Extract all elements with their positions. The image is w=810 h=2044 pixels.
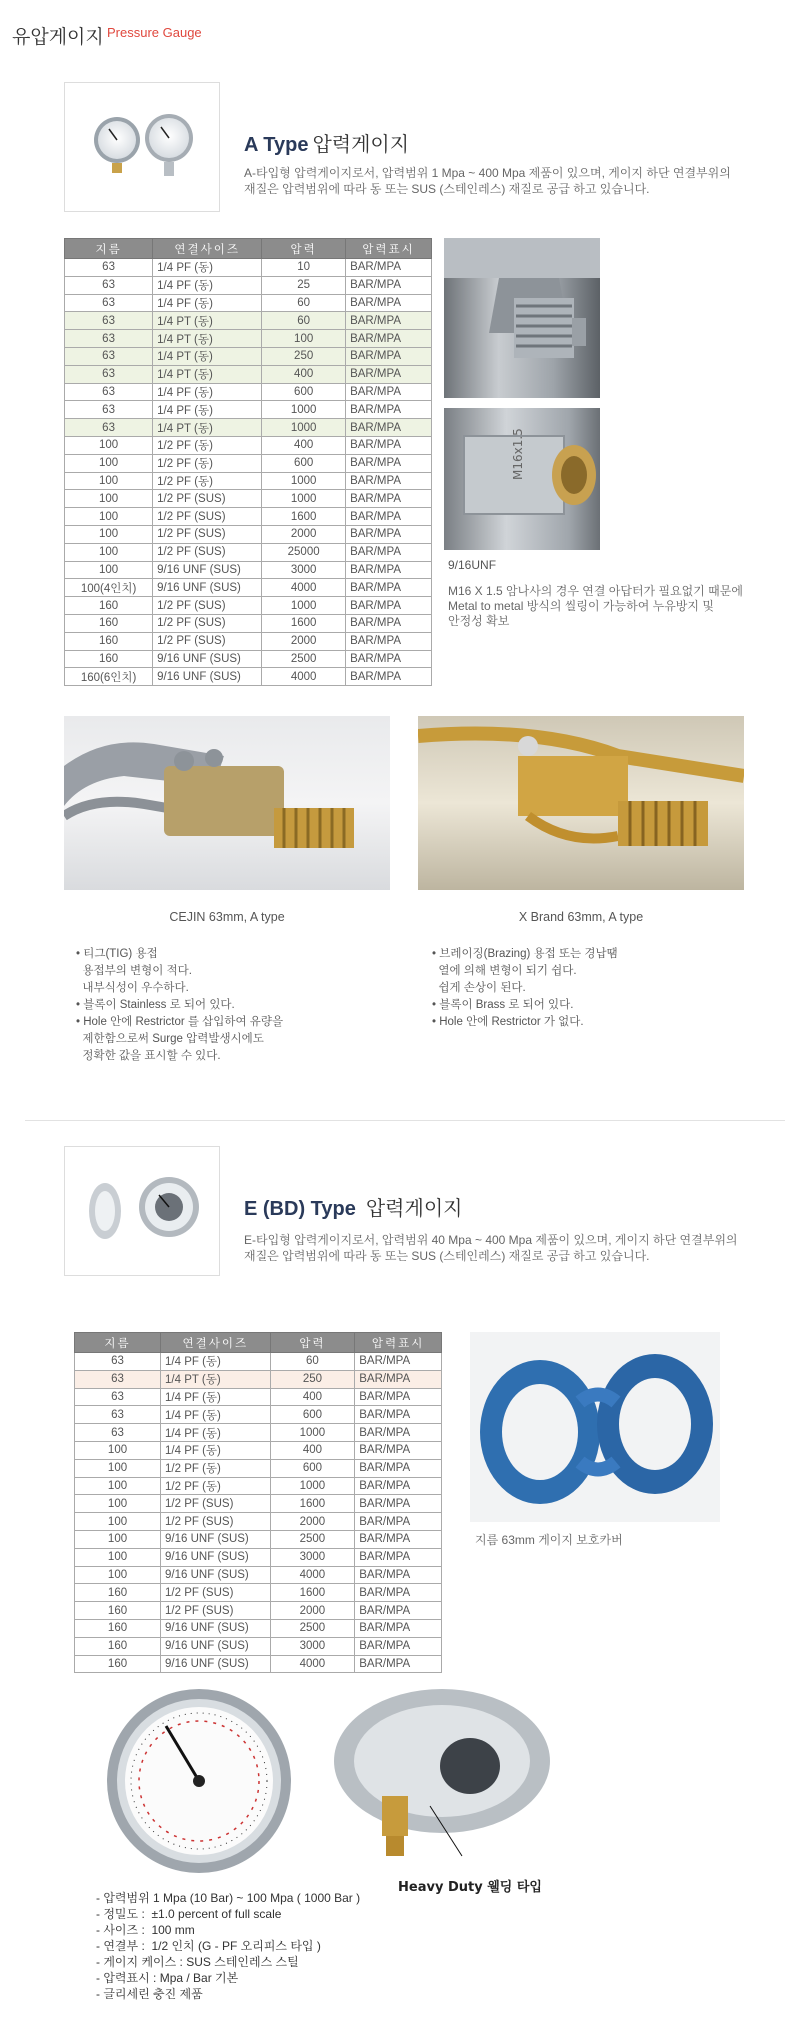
cell-connection: 1/4 PF (동) xyxy=(153,294,262,312)
cell-pressure: 250 xyxy=(262,347,346,365)
table-row xyxy=(75,1513,442,1531)
cell-connection: 1/4 PF (동) xyxy=(161,1424,271,1442)
cell-connection: 1/4 PT (동) xyxy=(153,365,262,383)
table-row xyxy=(75,1370,442,1388)
cell-diameter: 63 xyxy=(65,401,153,419)
cell-pressure: 1000 xyxy=(262,597,346,615)
cell-display: BAR/MPA xyxy=(355,1370,442,1388)
cejin-caption: CEJIN 63mm, A type xyxy=(169,910,285,924)
table-row xyxy=(75,1495,442,1513)
table-row xyxy=(65,490,432,508)
cell-diameter: 100 xyxy=(65,436,153,454)
cell-display: BAR/MPA xyxy=(346,330,432,348)
table-row xyxy=(65,614,432,632)
cell-diameter: 100 xyxy=(75,1477,161,1495)
cell-display: BAR/MPA xyxy=(346,490,432,508)
cell-diameter: 100 xyxy=(65,561,153,579)
cell-diameter: 160 xyxy=(65,614,153,632)
cell-display: BAR/MPA xyxy=(346,597,432,615)
cell-pressure: 4000 xyxy=(270,1566,355,1584)
cell-diameter: 63 xyxy=(65,312,153,330)
list-item: - 게이지 케이스 : SUS 스테인레스 스틸 xyxy=(96,1955,299,1969)
cell-pressure: 1000 xyxy=(262,401,346,419)
fitting-mark-text: M16x1.5 xyxy=(511,428,525,480)
a-type-description xyxy=(244,165,731,197)
cell-display: BAR/MPA xyxy=(346,365,432,383)
cell-connection: 1/2 PF (SUS) xyxy=(153,490,262,508)
a-type-title-ko: 압력게이지 xyxy=(312,134,410,156)
cover-caption: 지름 63mm 게이지 보호카버 xyxy=(475,1533,623,1547)
cell-diameter: 160 xyxy=(75,1584,161,1602)
cell-connection: 9/16 UNF (SUS) xyxy=(153,561,262,579)
cell-display: BAR/MPA xyxy=(355,1619,442,1637)
table-row xyxy=(65,454,432,472)
cell-pressure: 2500 xyxy=(270,1619,355,1637)
list-item: • 블록이 Stainless 로 되어 있다. xyxy=(76,999,235,1011)
cell-display: BAR/MPA xyxy=(355,1637,442,1655)
cell-pressure: 400 xyxy=(262,436,346,454)
cell-connection: 1/2 PF (SUS) xyxy=(153,525,262,543)
cell-diameter: 100(4인치) xyxy=(65,579,153,597)
cell-display: BAR/MPA xyxy=(355,1388,442,1406)
threaded-fitting-icon xyxy=(444,238,600,398)
table-row xyxy=(65,276,432,294)
cell-diameter: 100 xyxy=(75,1441,161,1459)
cell-connection: 1/2 PF (동) xyxy=(161,1477,271,1495)
cell-pressure: 3000 xyxy=(270,1548,355,1566)
cell-display: BAR/MPA xyxy=(355,1513,442,1531)
cell-pressure: 600 xyxy=(262,454,346,472)
cell-display: BAR/MPA xyxy=(355,1477,442,1495)
cell-connection: 1/2 PF (SUS) xyxy=(153,632,262,650)
cejin-feature-list xyxy=(76,946,283,1065)
cell-diameter: 100 xyxy=(65,543,153,561)
cell-display: BAR/MPA xyxy=(346,525,432,543)
cell-display: BAR/MPA xyxy=(355,1566,442,1584)
col-header-diameter: 지름 xyxy=(75,1333,161,1353)
list-item: - 사이즈 : 100 mm xyxy=(96,1923,195,1937)
table-row xyxy=(65,401,432,419)
cell-display: BAR/MPA xyxy=(346,579,432,597)
gauge-back-weld-icon xyxy=(330,1686,556,1862)
cell-connection: 1/2 PF (SUS) xyxy=(153,508,262,526)
cell-pressure: 1000 xyxy=(270,1477,355,1495)
table-row xyxy=(75,1548,442,1566)
cell-pressure: 4000 xyxy=(262,579,346,597)
cell-pressure: 1000 xyxy=(262,472,346,490)
list-item: 제한함으로써 Surge 압력발생시에도 xyxy=(76,1033,264,1045)
cell-diameter: 63 xyxy=(65,259,153,277)
cell-diameter: 100 xyxy=(75,1495,161,1513)
page-subtitle: Pressure Gauge xyxy=(107,25,202,40)
col-header-connection: 연결사이즈 xyxy=(153,239,262,259)
list-item: - 글리세린 충진 제품 xyxy=(96,1987,203,2001)
col-header-pressure: 압력 xyxy=(270,1333,355,1353)
cell-display: BAR/MPA xyxy=(355,1655,442,1673)
table-row xyxy=(65,259,432,277)
a-type-desc-line: 재질은 압력범위에 따라 동 또는 SUS (스테인레스) 재질로 공급 하고 있습니다. xyxy=(244,182,650,196)
unf-label: 9/16UNF xyxy=(448,558,497,572)
e-type-description xyxy=(244,1232,738,1264)
a-type-title-en: A Type xyxy=(244,134,309,156)
cell-display: BAR/MPA xyxy=(346,276,432,294)
cell-display: BAR/MPA xyxy=(346,508,432,526)
welded-block-icon xyxy=(64,716,390,890)
cell-connection: 1/2 PF (SUS) xyxy=(161,1495,271,1513)
e-type-spec-table xyxy=(74,1332,442,1673)
cell-display: BAR/MPA xyxy=(355,1548,442,1566)
cell-display: BAR/MPA xyxy=(346,668,432,686)
cell-connection: 1/2 PF (SUS) xyxy=(161,1584,271,1602)
cell-connection: 1/4 PF (동) xyxy=(153,401,262,419)
cell-pressure: 2500 xyxy=(262,650,346,668)
e-type-desc-line: E-타입형 압력게이지로서, 압력범위 40 Mpa ~ 400 Mpa 제품이 있으며, 게이지 하단 연결부위의 xyxy=(244,1233,738,1247)
cell-diameter: 100 xyxy=(75,1513,161,1531)
cell-pressure: 2000 xyxy=(262,525,346,543)
cell-pressure: 3000 xyxy=(262,561,346,579)
cell-display: BAR/MPA xyxy=(346,543,432,561)
table-row xyxy=(65,330,432,348)
cell-diameter: 160 xyxy=(65,632,153,650)
cell-diameter: 100 xyxy=(65,472,153,490)
cell-connection: 1/2 PF (SUS) xyxy=(153,543,262,561)
table-row xyxy=(75,1530,442,1548)
cell-diameter: 63 xyxy=(65,419,153,437)
table-row xyxy=(75,1566,442,1584)
cell-connection: 1/2 PF (동) xyxy=(153,436,262,454)
cell-connection: 9/16 UNF (SUS) xyxy=(161,1530,271,1548)
cell-display: BAR/MPA xyxy=(355,1353,442,1371)
cell-diameter: 160 xyxy=(75,1655,161,1673)
list-item: - 압력표시 : Mpa / Bar 기본 xyxy=(96,1971,239,1985)
cell-diameter: 160 xyxy=(65,650,153,668)
cell-display: BAR/MPA xyxy=(346,561,432,579)
gauge-spec-list xyxy=(96,1890,360,2002)
table-row xyxy=(65,436,432,454)
cell-connection: 1/4 PF (동) xyxy=(161,1353,271,1371)
cell-diameter: 160 xyxy=(75,1619,161,1637)
cell-pressure: 1600 xyxy=(270,1584,355,1602)
panel-gauge-icon xyxy=(65,1147,219,1275)
unf-desc-line: M16 X 1.5 암나사의 경우 연결 아답터가 필요없기 때문에 xyxy=(448,584,743,598)
table-row xyxy=(65,668,432,686)
list-item: - 연결부 : 1/2 인치 (G - PF 오리피스 타입 ) xyxy=(96,1939,321,1953)
cell-connection: 1/2 PF (SUS) xyxy=(153,614,262,632)
table-row xyxy=(75,1406,442,1424)
cell-display: BAR/MPA xyxy=(346,419,432,437)
a-type-thumbnail xyxy=(64,82,220,212)
cell-display: BAR/MPA xyxy=(346,383,432,401)
cell-connection: 9/16 UNF (SUS) xyxy=(153,579,262,597)
e-type-title xyxy=(244,1192,462,1221)
table-row xyxy=(75,1602,442,1620)
cell-diameter: 100 xyxy=(65,508,153,526)
cell-pressure: 2000 xyxy=(270,1513,355,1531)
table-row xyxy=(65,525,432,543)
cell-pressure: 10 xyxy=(262,259,346,277)
brazed-block-icon xyxy=(418,716,744,890)
cell-pressure: 1000 xyxy=(262,490,346,508)
list-item: 열에 의해 변형이 되기 쉽다. xyxy=(432,965,577,977)
a-type-title xyxy=(244,128,409,157)
cell-pressure: 1600 xyxy=(270,1495,355,1513)
list-item: • 브레이징(Brazing) 용접 또는 경납땜 xyxy=(432,948,618,960)
cell-pressure: 1000 xyxy=(270,1424,355,1442)
xbrand-feature-list xyxy=(432,946,618,1031)
xbrand-caption: X Brand 63mm, A type xyxy=(518,910,644,924)
cell-connection: 1/4 PT (동) xyxy=(153,312,262,330)
unf-fitting-photo xyxy=(444,238,600,398)
cell-pressure: 60 xyxy=(270,1353,355,1371)
unf-description xyxy=(448,584,743,629)
cell-pressure: 400 xyxy=(270,1388,355,1406)
cell-connection: 1/4 PT (동) xyxy=(161,1370,271,1388)
table-row xyxy=(65,632,432,650)
table-row xyxy=(65,419,432,437)
cell-diameter: 63 xyxy=(65,383,153,401)
col-header-diameter: 지름 xyxy=(65,239,153,259)
list-item: 내부식성이 우수하다. xyxy=(76,982,189,994)
gauge-front-photo xyxy=(84,1686,314,1876)
table-row xyxy=(75,1655,442,1673)
cell-display: BAR/MPA xyxy=(346,650,432,668)
list-item: • Hole 안에 Restrictor 가 없다. xyxy=(432,1016,584,1028)
cell-connection: 1/2 PF (동) xyxy=(161,1459,271,1477)
cell-connection: 1/2 PF (SUS) xyxy=(161,1602,271,1620)
cell-display: BAR/MPA xyxy=(346,632,432,650)
cell-connection: 1/2 PF (SUS) xyxy=(153,597,262,615)
cell-diameter: 63 xyxy=(65,347,153,365)
cell-pressure: 2000 xyxy=(270,1602,355,1620)
cell-display: BAR/MPA xyxy=(355,1530,442,1548)
cell-display: BAR/MPA xyxy=(355,1406,442,1424)
cell-diameter: 100 xyxy=(65,490,153,508)
unf-desc-line: Metal to metal 방식의 씰링이 가능하여 누유방지 및 xyxy=(448,599,714,613)
cell-display: BAR/MPA xyxy=(355,1602,442,1620)
table-row xyxy=(75,1584,442,1602)
cell-diameter: 100 xyxy=(75,1530,161,1548)
cell-connection: 1/4 PF (동) xyxy=(161,1406,271,1424)
list-item: • 티그(TIG) 용접 xyxy=(76,948,158,960)
cell-display: BAR/MPA xyxy=(346,614,432,632)
col-header-connection: 연결사이즈 xyxy=(161,1333,271,1353)
cell-connection: 9/16 UNF (SUS) xyxy=(161,1619,271,1637)
table-row xyxy=(65,650,432,668)
cell-diameter: 63 xyxy=(65,330,153,348)
cell-display: BAR/MPA xyxy=(346,454,432,472)
cell-pressure: 60 xyxy=(262,312,346,330)
list-item: • 블록이 Brass 로 되어 있다. xyxy=(432,999,574,1011)
section-divider xyxy=(25,1120,785,1121)
cell-pressure: 250 xyxy=(270,1370,355,1388)
cell-display: BAR/MPA xyxy=(355,1441,442,1459)
table-row xyxy=(65,597,432,615)
cell-pressure: 600 xyxy=(270,1406,355,1424)
cell-connection: 1/2 PF (SUS) xyxy=(161,1513,271,1531)
pressure-gauge-face-icon xyxy=(84,1686,314,1876)
cell-connection: 1/4 PF (동) xyxy=(153,259,262,277)
cell-pressure: 100 xyxy=(262,330,346,348)
list-item: - 정밀도 : ±1.0 percent of full scale xyxy=(96,1907,282,1921)
cell-pressure: 60 xyxy=(262,294,346,312)
list-item: 정확한 값을 표시할 수 있다. xyxy=(76,1050,221,1062)
cell-pressure: 400 xyxy=(270,1441,355,1459)
cell-diameter: 63 xyxy=(75,1406,161,1424)
cell-pressure: 4000 xyxy=(270,1655,355,1673)
cell-connection: 9/16 UNF (SUS) xyxy=(153,668,262,686)
rubber-cover-icon xyxy=(470,1332,720,1522)
table-row xyxy=(65,472,432,490)
cell-display: BAR/MPA xyxy=(346,347,432,365)
table-row xyxy=(75,1619,442,1637)
female-fitting-icon xyxy=(444,408,600,550)
cell-pressure: 25 xyxy=(262,276,346,294)
cell-display: BAR/MPA xyxy=(355,1459,442,1477)
unf-desc-line: 안정성 확보 xyxy=(448,614,510,628)
table-row xyxy=(65,543,432,561)
cell-connection: 1/2 PF (동) xyxy=(153,454,262,472)
protective-cover-photo xyxy=(470,1332,720,1522)
cell-diameter: 63 xyxy=(65,294,153,312)
table-row xyxy=(65,508,432,526)
cell-display: BAR/MPA xyxy=(346,436,432,454)
xbrand-block-photo xyxy=(418,716,744,890)
table-row xyxy=(75,1388,442,1406)
cell-pressure: 4000 xyxy=(262,668,346,686)
cell-display: BAR/MPA xyxy=(346,401,432,419)
cell-connection: 1/4 PT (동) xyxy=(153,330,262,348)
cell-diameter: 160(6인치) xyxy=(65,668,153,686)
cell-pressure: 25000 xyxy=(262,543,346,561)
cell-pressure: 2500 xyxy=(270,1530,355,1548)
cell-connection: 1/4 PF (동) xyxy=(161,1388,271,1406)
cell-pressure: 3000 xyxy=(270,1637,355,1655)
col-header-display: 압력표시 xyxy=(346,239,432,259)
cell-connection: 1/4 PF (동) xyxy=(153,383,262,401)
m16-fitting-photo xyxy=(444,408,600,550)
cell-diameter: 100 xyxy=(65,525,153,543)
cell-connection: 1/4 PT (동) xyxy=(153,419,262,437)
cell-pressure: 1600 xyxy=(262,614,346,632)
cell-diameter: 63 xyxy=(75,1424,161,1442)
cell-pressure: 1000 xyxy=(262,419,346,437)
table-row xyxy=(65,294,432,312)
cell-diameter: 63 xyxy=(75,1370,161,1388)
cell-display: BAR/MPA xyxy=(346,472,432,490)
cell-diameter: 160 xyxy=(65,597,153,615)
list-item: 쉽게 손상이 된다. xyxy=(432,982,526,994)
cell-connection: 1/4 PF (동) xyxy=(153,276,262,294)
cell-pressure: 1600 xyxy=(262,508,346,526)
cell-diameter: 100 xyxy=(75,1459,161,1477)
e-type-thumbnail xyxy=(64,1146,220,1276)
e-type-title-en: E (BD) Type xyxy=(244,1198,356,1220)
table-row xyxy=(65,312,432,330)
cell-connection: 1/2 PF (동) xyxy=(153,472,262,490)
cell-display: BAR/MPA xyxy=(355,1584,442,1602)
cell-display: BAR/MPA xyxy=(346,259,432,277)
table-row xyxy=(75,1459,442,1477)
e-type-title-ko: 압력게이지 xyxy=(365,1198,463,1220)
cell-display: BAR/MPA xyxy=(346,294,432,312)
table-row xyxy=(65,579,432,597)
cejin-block-photo xyxy=(64,716,390,890)
cell-diameter: 63 xyxy=(65,276,153,294)
cell-connection: 9/16 UNF (SUS) xyxy=(153,650,262,668)
a-type-desc-line: A-타입형 압력게이지로서, 압력범위 1 Mpa ~ 400 Mpa 제품이 있으며, 게이지 하단 연결부위의 xyxy=(244,166,731,180)
table-row xyxy=(75,1353,442,1371)
cell-pressure: 600 xyxy=(270,1459,355,1477)
a-type-spec-table xyxy=(64,238,432,686)
col-header-pressure: 압력 xyxy=(262,239,346,259)
cell-connection: 9/16 UNF (SUS) xyxy=(161,1566,271,1584)
cell-connection: 9/16 UNF (SUS) xyxy=(161,1655,271,1673)
table-row xyxy=(65,347,432,365)
table-row xyxy=(65,365,432,383)
cell-pressure: 600 xyxy=(262,383,346,401)
cell-connection: 1/4 PT (동) xyxy=(153,347,262,365)
table-row xyxy=(65,383,432,401)
table-row xyxy=(75,1637,442,1655)
cell-diameter: 63 xyxy=(75,1353,161,1371)
table-row xyxy=(75,1477,442,1495)
list-item: - 압력범위 1 Mpa (10 Bar) ~ 100 Mpa ( 1000 Bar ) xyxy=(96,1891,361,1905)
list-item: • Hole 안에 Restrictor 를 삽입하여 유량을 xyxy=(76,1016,284,1028)
cell-connection: 9/16 UNF (SUS) xyxy=(161,1548,271,1566)
cell-diameter: 160 xyxy=(75,1602,161,1620)
cell-pressure: 400 xyxy=(262,365,346,383)
heavy-duty-label: Heavy Duty 웰딩 타입 xyxy=(398,1880,542,1895)
cell-pressure: 2000 xyxy=(262,632,346,650)
gauge-pair-icon xyxy=(65,83,219,211)
cell-diameter: 63 xyxy=(75,1388,161,1406)
cell-diameter: 100 xyxy=(75,1566,161,1584)
cell-display: BAR/MPA xyxy=(355,1424,442,1442)
cell-connection: 9/16 UNF (SUS) xyxy=(161,1637,271,1655)
e-type-desc-line: 재질은 압력범위에 따라 동 또는 SUS (스테인레스) 재질로 공급 하고 있습니다. xyxy=(244,1249,650,1263)
cell-diameter: 100 xyxy=(75,1548,161,1566)
cell-display: BAR/MPA xyxy=(355,1495,442,1513)
cell-display: BAR/MPA xyxy=(346,312,432,330)
gauge-back-photo xyxy=(330,1686,556,1862)
page-title: 유압게이지 xyxy=(12,27,104,48)
cell-connection: 1/4 PF (동) xyxy=(161,1441,271,1459)
list-item: 용접부의 변형이 적다. xyxy=(76,965,192,977)
cell-diameter: 100 xyxy=(65,454,153,472)
col-header-display: 압력표시 xyxy=(355,1333,442,1353)
cell-diameter: 63 xyxy=(65,365,153,383)
table-row xyxy=(65,561,432,579)
cell-diameter: 160 xyxy=(75,1637,161,1655)
table-row xyxy=(75,1424,442,1442)
table-row xyxy=(75,1441,442,1459)
